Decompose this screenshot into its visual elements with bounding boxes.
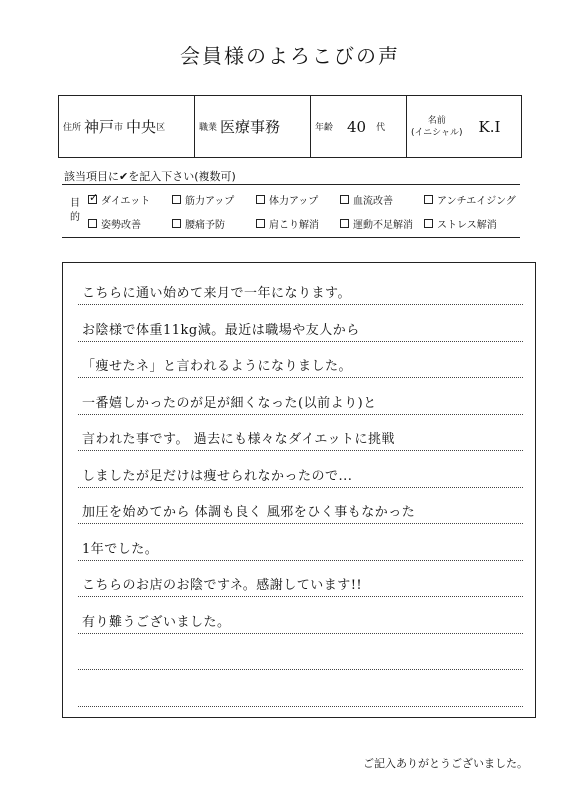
comment-line xyxy=(78,379,523,415)
purpose-option-label: ストレス解消 xyxy=(437,219,497,231)
comment-text: しましたが足だけは痩せられなかったので... xyxy=(82,468,353,484)
purpose-section xyxy=(62,184,520,238)
purpose-option-label: 姿勢改善 xyxy=(101,219,141,231)
job-value: 医療事務 xyxy=(220,118,281,136)
purpose-option-label: 肩こり解消 xyxy=(269,219,319,231)
comment-line xyxy=(78,269,523,305)
comment-line xyxy=(78,634,523,670)
comment-text: お陰様で体重11kg減。最近は職場や友人から xyxy=(82,322,360,338)
age-label: 年齢 xyxy=(315,123,334,133)
age-value: 40 xyxy=(347,117,367,136)
purpose-options xyxy=(88,185,520,237)
purpose-option-label: 血流改善 xyxy=(353,195,393,207)
purpose-option-label: 腰痛予防 xyxy=(185,219,225,231)
ward-value: 中央 xyxy=(126,118,157,136)
purpose-label xyxy=(62,185,88,237)
comment-text: 一番嬉しかったのが足が細くなった(以前より)と xyxy=(82,395,377,411)
name-label: 名前 xyxy=(427,115,446,126)
comment-text: 1年でした。 xyxy=(82,541,159,557)
comment-text: 「痩せたネ」と言われるようになりました。 xyxy=(82,359,353,374)
job-cell xyxy=(195,96,311,157)
comment-text: 言われた事です。 過去にも様々なダイエットに挑戦 xyxy=(82,432,396,447)
checkbox[interactable] xyxy=(340,219,349,228)
checkbox[interactable] xyxy=(256,195,265,204)
purpose-option[interactable] xyxy=(172,192,256,207)
ward-label: 区 xyxy=(156,123,166,133)
comment-line xyxy=(78,598,523,634)
comment-text: 加圧を始めてから 体調も良く 風邪をひく事もなかった xyxy=(82,505,416,520)
name-label-group xyxy=(411,115,462,139)
purpose-option-label: ダイエット xyxy=(101,195,151,207)
info-table xyxy=(58,95,522,158)
comment-text: 有り難うございました。 xyxy=(82,614,231,630)
footer-thanks: ご記入ありがとうございました。 xyxy=(363,757,528,770)
checkbox[interactable] xyxy=(88,195,97,204)
checkbox[interactable] xyxy=(172,195,181,204)
checkbox[interactable] xyxy=(172,219,181,228)
comment-box xyxy=(62,262,536,718)
purpose-label-line2: 的 xyxy=(70,212,80,223)
job-label: 職業 xyxy=(199,123,218,133)
comment-text: こちらのお店のお陰ですネ。感謝しています!! xyxy=(82,578,363,593)
instruction-text: 該当項目に✔を記入下さい(複数可) xyxy=(64,170,236,183)
purpose-option[interactable] xyxy=(424,192,520,207)
comment-line xyxy=(78,306,523,342)
purpose-option-label: 筋力アップ xyxy=(185,195,235,207)
city-label: 市 xyxy=(114,123,124,133)
checkbox[interactable] xyxy=(424,219,433,228)
purpose-option[interactable] xyxy=(340,192,424,207)
purpose-option-label: アンチエイジング xyxy=(437,195,516,207)
purpose-option[interactable] xyxy=(256,192,340,207)
purpose-option[interactable] xyxy=(88,192,172,207)
checkbox[interactable] xyxy=(340,195,349,204)
comment-line xyxy=(78,671,523,707)
age-cell xyxy=(311,96,407,157)
name-cell xyxy=(407,96,521,157)
age-unit: 代 xyxy=(376,123,386,133)
purpose-option[interactable] xyxy=(340,216,424,231)
address-cell xyxy=(59,96,195,157)
name-value: K.I xyxy=(478,117,501,136)
purpose-row xyxy=(88,216,520,231)
page-title: 会員様のよろこびの声 xyxy=(180,44,400,68)
purpose-option[interactable] xyxy=(424,216,520,231)
comment-text: こちらに通い始めて来月で一年になります。 xyxy=(82,286,351,301)
address-label: 住所 xyxy=(63,123,82,133)
comment-line xyxy=(78,342,523,378)
comment-line xyxy=(78,488,523,524)
checkbox[interactable] xyxy=(256,219,265,228)
purpose-option[interactable] xyxy=(172,216,256,231)
checkbox[interactable] xyxy=(424,195,433,204)
comment-line xyxy=(78,415,523,451)
checkbox[interactable] xyxy=(88,219,97,228)
purpose-option[interactable] xyxy=(256,216,340,231)
city-value: 神戸 xyxy=(84,118,115,136)
comment-line xyxy=(78,452,523,488)
purpose-option-label: 体力アップ xyxy=(269,195,319,207)
purpose-row xyxy=(88,192,520,207)
comment-line xyxy=(78,561,523,597)
purpose-option[interactable] xyxy=(88,216,172,231)
comment-line xyxy=(78,525,523,561)
purpose-option-label: 運動不足解消 xyxy=(353,219,413,231)
name-sublabel: (イニシャル) xyxy=(411,127,463,138)
purpose-label-line1: 目 xyxy=(70,198,80,209)
